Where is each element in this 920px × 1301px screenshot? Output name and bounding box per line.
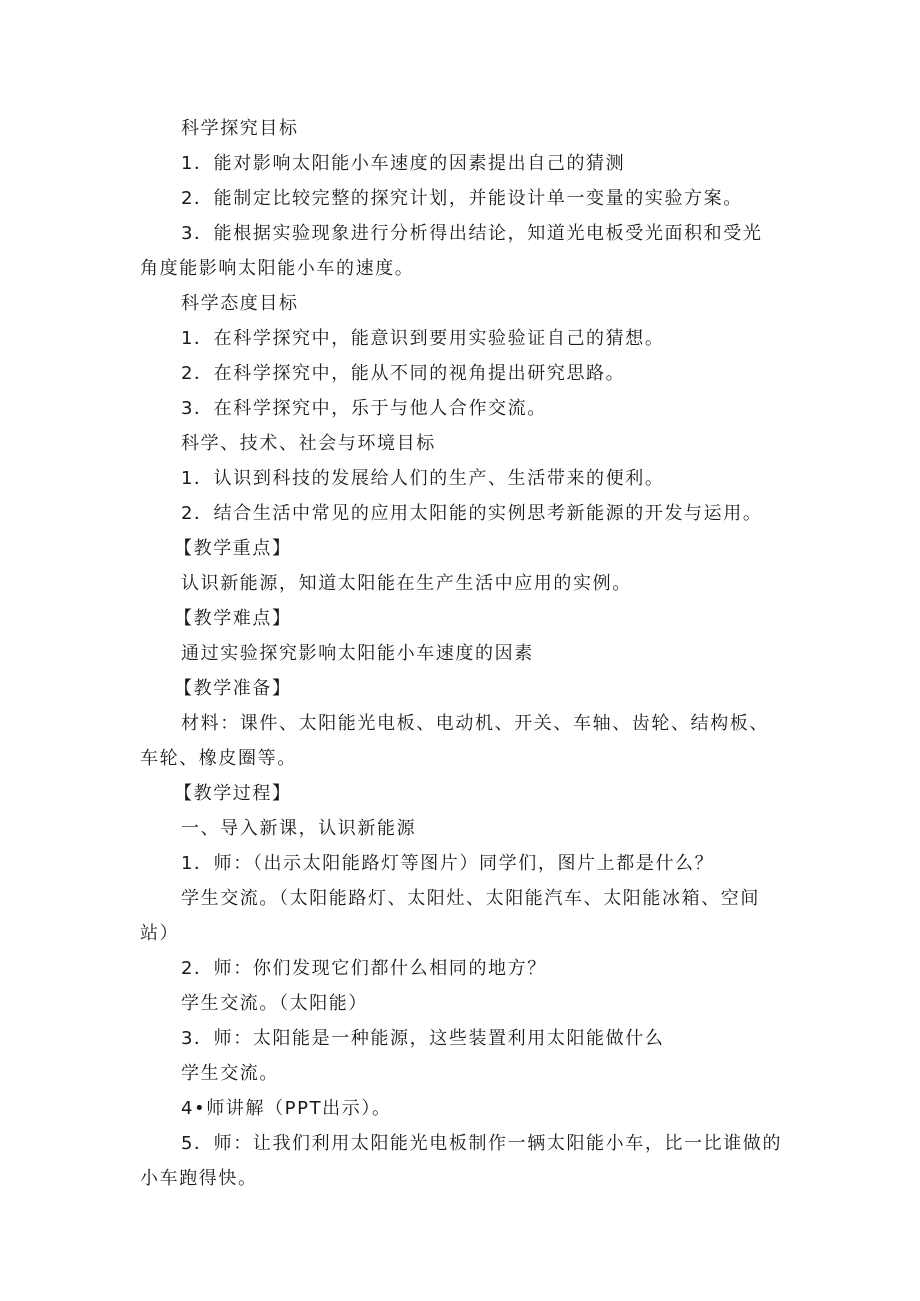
text-line: 车轮、橡皮圈等。 [140,748,297,769]
heading-teaching-preparation: 【教学准备】 [174,678,292,699]
text-line: 材料：课件、太阳能光电板、电动机、开关、车轴、齿轮、结构板、 [181,713,769,734]
text-line: 3．师：太阳能是一种能源，这些装置利用太阳能做什么 [181,1028,665,1049]
text-line: 2．能制定比较完整的探究计划，并能设计单一变量的实验方案。 [181,188,743,209]
text-line: 通过实验探究影响太阳能小车速度的因素 [181,643,534,664]
heading-science-attitude-goals: 科学态度目标 [181,293,299,314]
heading-teaching-difficulties: 【教学难点】 [174,608,292,629]
text-line: 站） [140,923,180,944]
text-line: 角度能影响太阳能小车的速度。 [140,258,415,279]
text-line: 学生交流。（太阳能） [181,993,368,1014]
text-line: 2．结合生活中常见的应用太阳能的实例思考新能源的开发与运用。 [181,503,763,524]
heading-science-inquiry-goals: 科学探究目标 [181,118,299,139]
text-line: 1．认识到科技的发展给人们的生产、生活带来的便利。 [181,468,665,489]
text-line: 1．能对影响太阳能小车速度的因素提出自己的猜测 [181,153,626,174]
text-line: 1．师：（出示太阳能路灯等图片）同学们，图片上都是什么？ [181,853,715,874]
heading-stse-goals: 科学、技术、社会与环境目标 [181,433,436,454]
text-line: 2．师：你们发现它们都什么相同的地方？ [181,958,547,979]
text-line: 一、导入新课，认识新能源 [181,818,417,839]
text-line: 3．在科学探究中，乐于与他人合作交流。 [181,398,547,419]
heading-teaching-key-points: 【教学重点】 [174,538,292,559]
text-line: 3．能根据实验现象进行分析得出结论，知道光电板受光面积和受光 [181,223,763,244]
heading-teaching-process: 【教学过程】 [174,783,292,804]
text-line: 学生交流。 [181,1063,279,1084]
text-line: 5．师：让我们利用太阳能光电板制作一辆太阳能小车，比一比谁做的 [181,1133,783,1154]
text-line: 认识新能源，知道太阳能在生产生活中应用的实例。 [181,573,632,594]
text-line: 2．在科学探究中，能从不同的视角提出研究思路。 [181,363,626,384]
text-line: 小车跑得快。 [140,1168,258,1189]
text-line: 1．在科学探究中，能意识到要用实验验证自己的猜想。 [181,328,665,349]
text-line: 4•师讲解（PPT出示）。 [181,1098,392,1119]
text-line: 学生交流。（太阳能路灯、太阳灶、太阳能汽车、太阳能冰箱、空间 [181,888,760,909]
